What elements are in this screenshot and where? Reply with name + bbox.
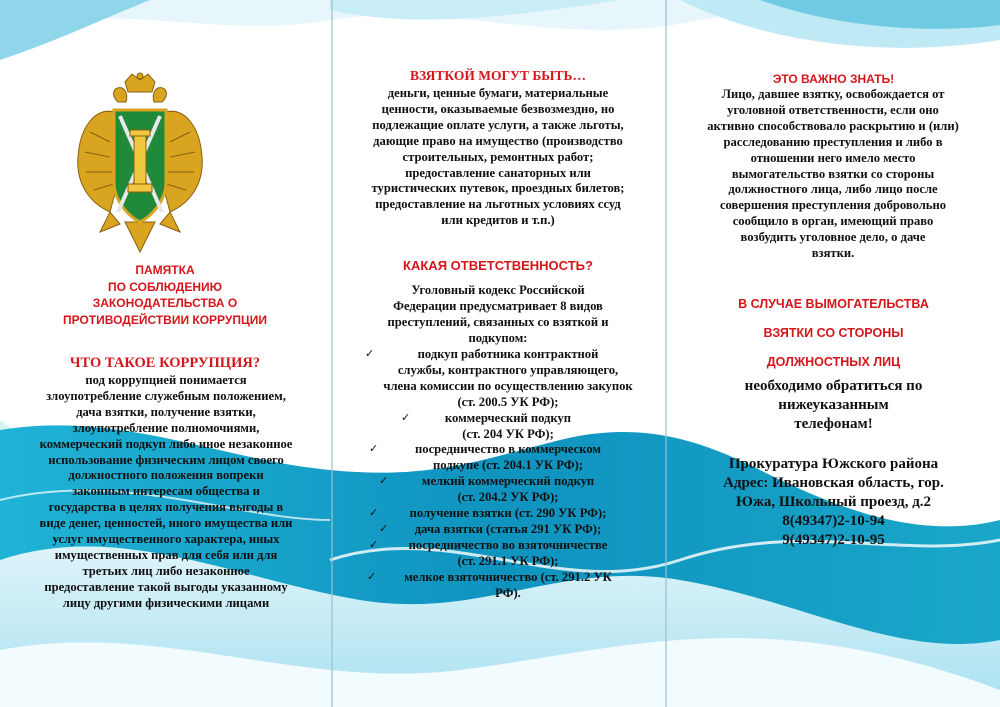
crime-line: посредничество во взяточничестве <box>408 537 608 552</box>
call-line: необходимо обратиться по <box>744 378 923 394</box>
bribe-description <box>345 86 651 229</box>
definition-line: государства в целях получения выгоды в <box>48 500 284 515</box>
crime-line: (ст. 204.2 УК РФ); <box>457 490 559 505</box>
crime-line: (ст. 200.5 УК РФ); <box>457 394 559 409</box>
list-item <box>343 522 655 538</box>
crime-line: подкупе (ст. 204.1 УК РФ); <box>433 458 583 473</box>
definition-line: злоупотребление полномочиями, <box>72 420 260 435</box>
liability-line: преступлений, связанных со взяткой и <box>387 314 609 329</box>
bribe-line: туристических путевок, проездных билетов; <box>371 181 625 196</box>
important-line: активно способствовало раскрытию и (или) <box>707 118 959 133</box>
definition-line: услуг имущественного характера, иных <box>52 532 280 547</box>
memo-title <box>40 262 290 328</box>
bribe-line: дающие право на имущество (производство <box>373 133 623 148</box>
checkmark-icon: ✓ <box>401 411 411 424</box>
definition-line: коммерческий подкуп либо иное незаконное <box>39 436 293 451</box>
liability-intro <box>353 283 643 347</box>
corruption-definition <box>18 373 314 612</box>
list-item <box>343 570 655 602</box>
definition-line: виде денег, ценностей, иного имущества или <box>39 516 293 531</box>
prosecutor-contacts <box>677 455 990 550</box>
crime-line: службы, контрактного управляющего, <box>397 362 619 377</box>
important-heading: ЭТО ВАЖНО ЗНАТЬ! <box>772 72 895 86</box>
office-name: Прокуратура Южского района <box>728 456 939 472</box>
checkmark-icon: ✓ <box>369 538 379 551</box>
definition-line: под коррупцией понимается <box>85 373 247 387</box>
call-line: нижеуказанным <box>778 397 889 413</box>
important-line: вымогательство взятки со стороны <box>731 166 935 181</box>
memo-title-line: ПАМЯТКА <box>135 263 195 277</box>
crime-line: члена комиссии по осуществлению закупок <box>383 378 633 393</box>
checkmark-icon: ✓ <box>367 570 377 583</box>
important-text <box>685 87 981 262</box>
list-item <box>343 347 655 411</box>
important-line: отношении него имело место <box>750 150 916 165</box>
bribe-line: или кредитов и т.п.) <box>441 213 555 228</box>
definition-line: лицу другими физическими лицами <box>62 595 270 610</box>
crime-line: посредничество в коммерческом <box>415 442 601 457</box>
extortion-line: ВЗЯТКИ СО СТОРОНЫ <box>763 326 904 340</box>
crime-line: коммерческий подкуп <box>444 410 572 425</box>
phone-number: 9(49347)2-10-95 <box>782 532 885 548</box>
definition-line: должностного положения вопреки <box>68 468 264 483</box>
checkmark-icon: ✓ <box>365 348 375 360</box>
extortion-notice <box>667 290 1000 377</box>
bribe-heading: ВЗЯТКОЙ МОГУТ БЫТЬ… <box>410 68 586 83</box>
definition-line: злоупотребление служебным положением, <box>46 388 286 403</box>
definition-line: имущественных прав для себя или для <box>54 547 278 562</box>
bribe-line: предоставление санаторных или <box>405 165 591 180</box>
extortion-line: В СЛУЧАЕ ВЫМОГАТЕЛЬСТВА <box>738 297 929 311</box>
definition-line: третьих лиц либо незаконное <box>82 563 250 578</box>
list-item <box>343 411 655 443</box>
checkmark-icon: ✓ <box>379 475 389 488</box>
extortion-line: ДОЛЖНОСТНЫХ ЛИЦ <box>766 355 901 369</box>
definition-line: законным интересам общества и <box>72 484 260 499</box>
panel-right <box>667 0 1000 707</box>
bribe-line: ценности, оказываемые безвозмездно, но <box>381 101 615 116</box>
memo-title-line: ПРОТИВОДЕЙСТВИИ КОРРУПЦИИ <box>62 312 268 327</box>
bribe-line: предоставление на льготных условиях ссуд <box>375 197 621 212</box>
important-line: Лицо, давшее взятку, освобождается от <box>721 87 945 101</box>
crime-line: (ст. 291.1 УК РФ); <box>457 553 559 568</box>
corruption-question-heading: ЧТО ТАКОЕ КОРРУПЦИЯ? <box>69 355 261 371</box>
important-line: уголовной ответственности, если оно <box>727 102 939 117</box>
address-line: Адрес: Ивановская область, гор. <box>723 475 944 491</box>
memo-title-line: ЗАКОНОДАТЕЛЬСТВА О <box>92 296 238 310</box>
definition-line: дача взятки, получение взятки, <box>76 404 256 419</box>
address-line: Южа, Школьный проезд, д.2 <box>735 494 932 510</box>
list-item <box>343 442 655 474</box>
crime-line: мелкий коммерческий подкуп <box>421 474 595 489</box>
liability-line: Федерации предусматривает 8 видов <box>393 298 603 313</box>
list-item <box>343 474 655 506</box>
checkmark-icon: ✓ <box>369 507 379 520</box>
crime-line: мелкое взяточничество (ст. 291.2 УК <box>404 569 612 584</box>
crime-line: дача взятки (статья 291 УК РФ); <box>414 521 602 536</box>
important-line: возбудить уголовное дело, о даче <box>740 230 926 245</box>
crime-line: (ст. 204 УК РФ); <box>462 426 554 441</box>
liability-line: подкупом: <box>468 330 528 345</box>
important-line: взятки. <box>811 246 855 261</box>
call-instruction <box>697 377 970 434</box>
crime-list <box>343 347 655 602</box>
important-line: должностного лица, либо лицо после <box>728 182 938 197</box>
panel-left <box>0 0 330 707</box>
list-item <box>343 538 655 570</box>
important-line: расследованию преступления и либо в <box>723 134 943 149</box>
phone-number: 8(49347)2-10-94 <box>782 513 885 529</box>
important-line: сообщило в орган, имеющий право <box>732 214 934 229</box>
crime-line: получение взятки (ст. 290 УК РФ); <box>409 506 607 521</box>
bribe-line: деньги, ценные бумаги, материальные <box>387 86 609 100</box>
list-item <box>343 506 655 522</box>
bribe-line: строительных, ремонтных работ; <box>402 149 594 164</box>
prosecutor-emblem-icon <box>70 72 210 256</box>
important-line: совершения преступления добровольно <box>719 198 947 213</box>
crime-line: РФ). <box>495 585 521 600</box>
bribe-line: подлежащие оплате услуги, а также льготы, <box>372 117 624 132</box>
call-line: телефонам! <box>794 416 873 432</box>
liability-line: Уголовный кодекс Российской <box>411 283 585 297</box>
memo-title-line: ПО СОБЛЮДЕНИЮ <box>107 279 223 294</box>
crime-line: подкуп работника контрактной <box>417 347 599 361</box>
checkmark-icon: ✓ <box>379 522 389 535</box>
definition-line: предоставление такой выгоды указанному <box>44 579 288 594</box>
checkmark-icon: ✓ <box>369 443 379 456</box>
panel-middle <box>333 0 663 707</box>
definition-line: использование физическим лицом своего <box>48 452 284 467</box>
liability-heading: КАКАЯ ОТВЕТСТВЕННОСТЬ? <box>403 258 593 273</box>
